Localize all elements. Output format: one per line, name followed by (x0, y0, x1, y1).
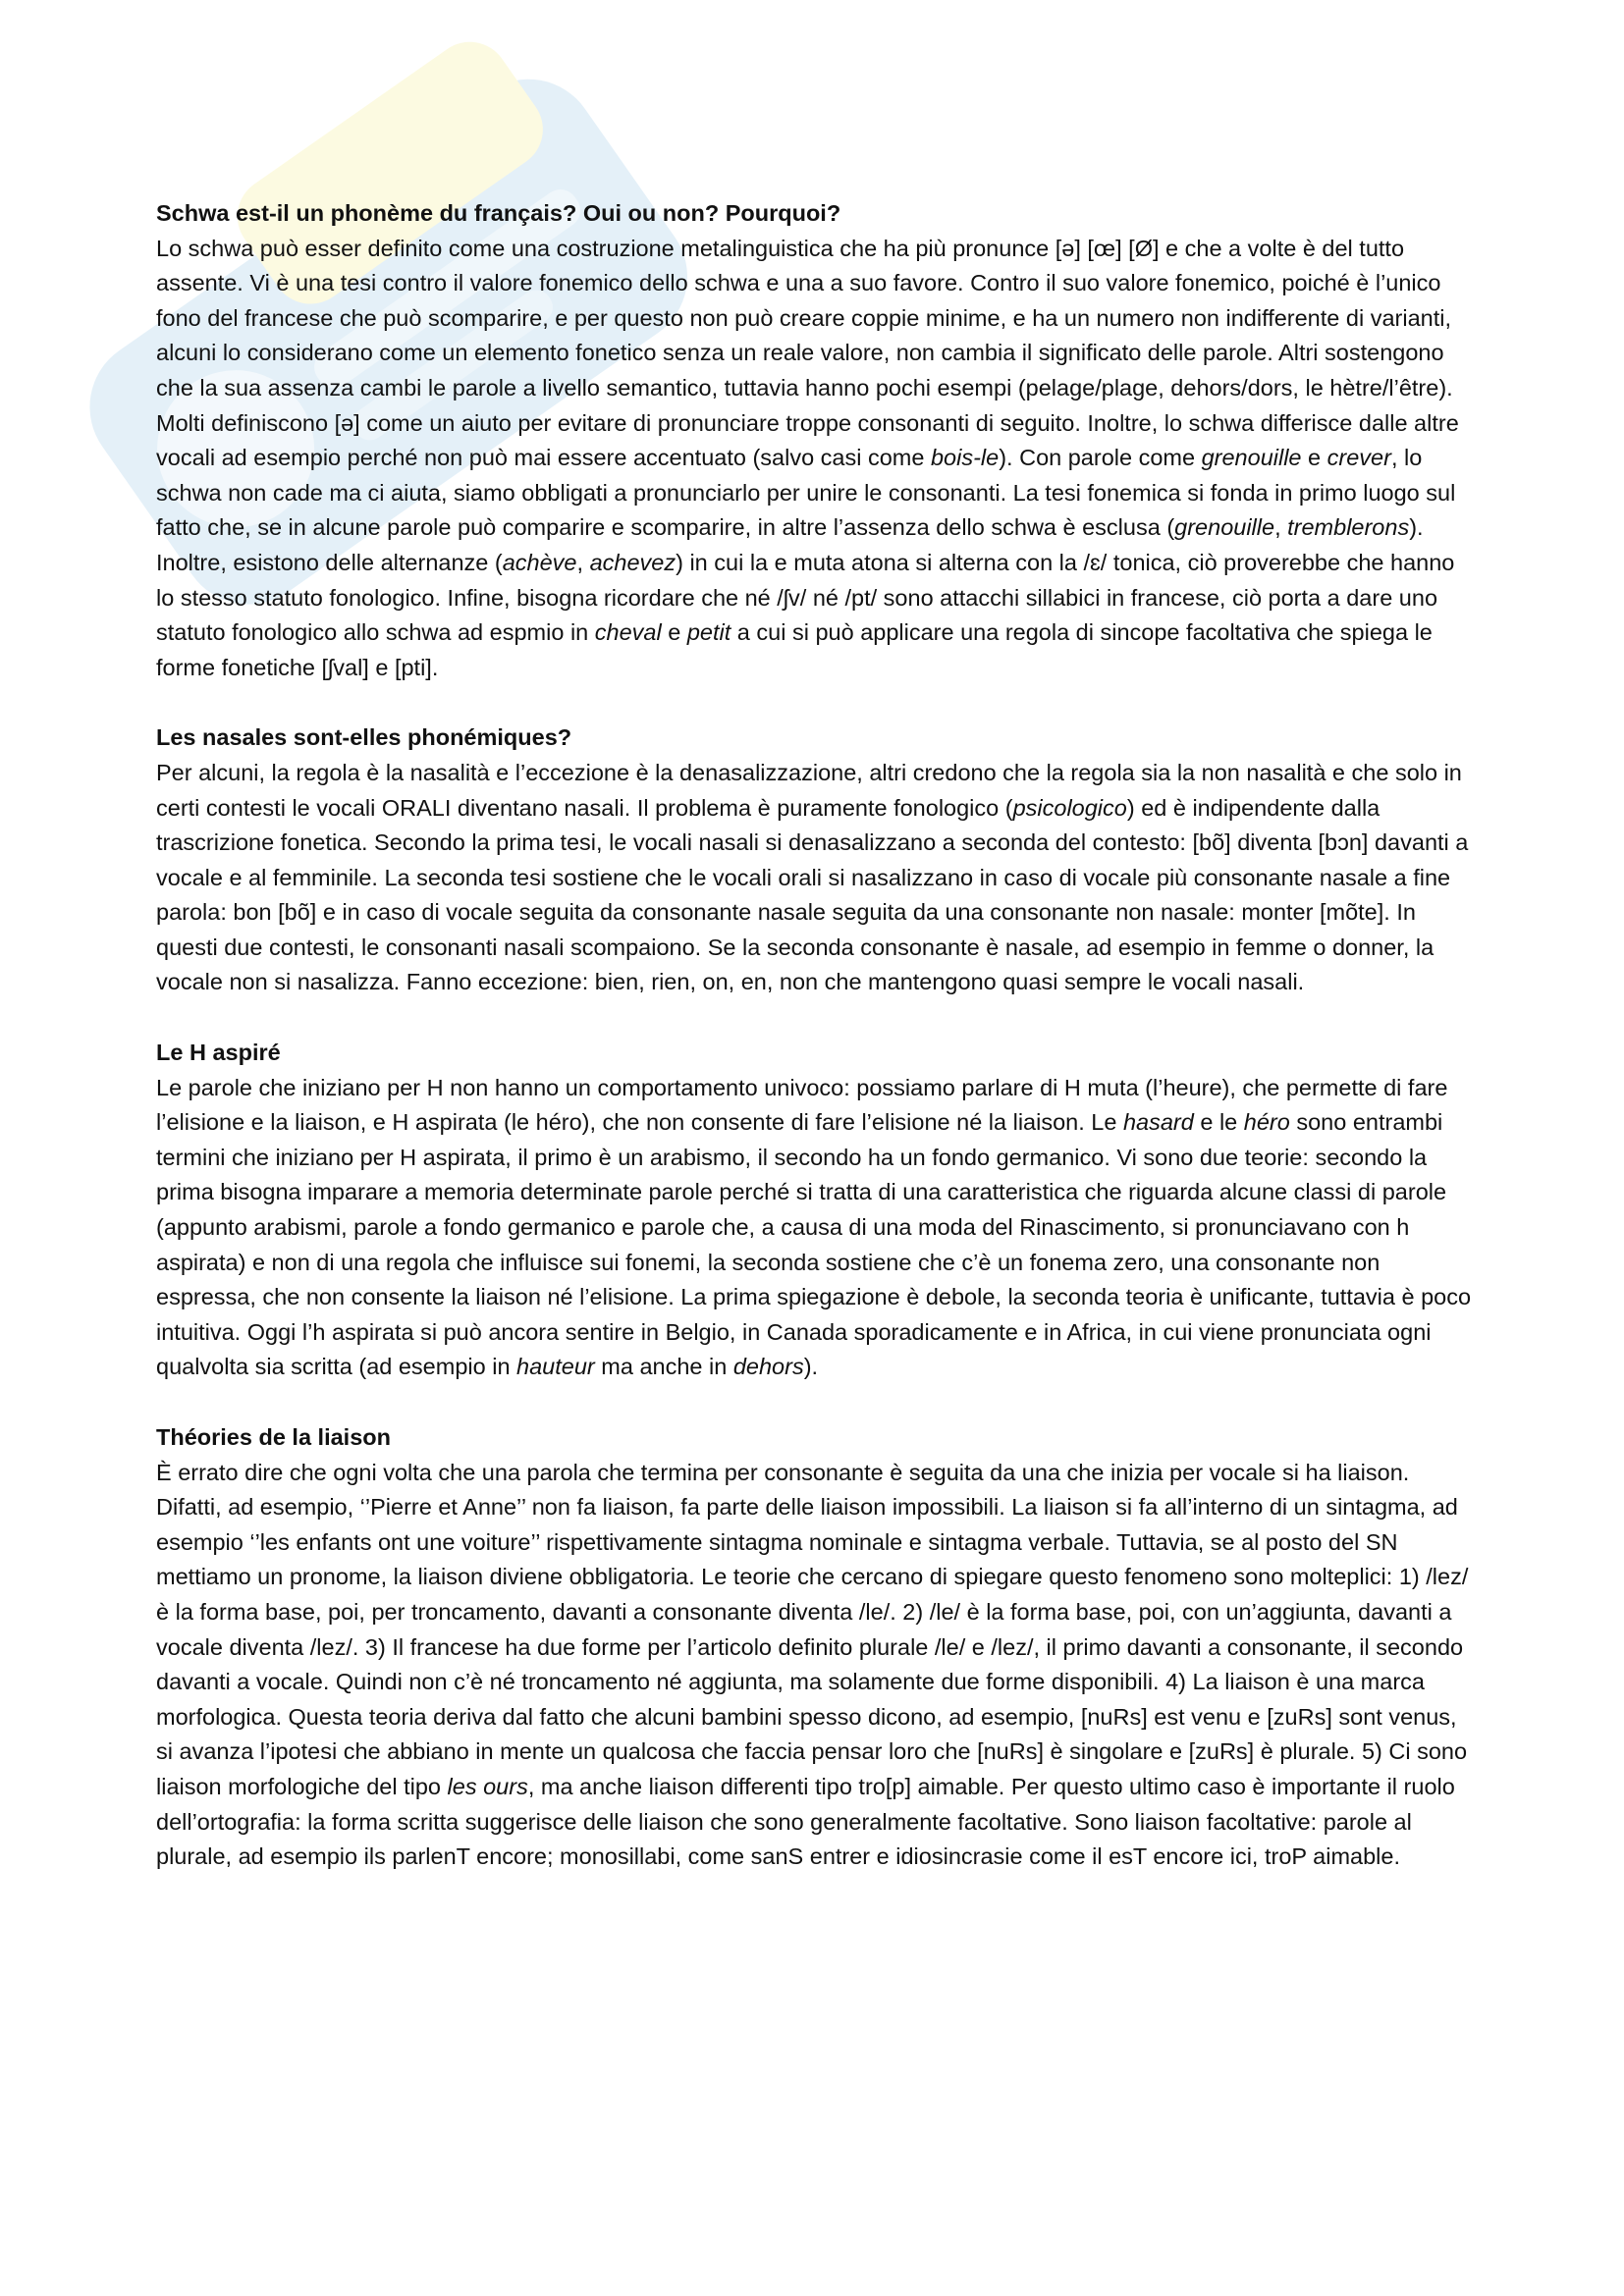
section-heading: Schwa est-il un phonème du français? Oui ou non? Pourquoi? (156, 200, 841, 226)
text-run: ) ed è indipendente dalla trascrizione fonetica. Secondo la prima tesi, le vocali nasali si denasalizzano a seconda del contesto: [bõ] diventa [bɔn] davanti a vocale e al femminile. La seconda tesi sostiene che le vocali orali si nasalizzano in caso di vocale più consonante nasale a fine parola: bon [bõ] e in caso di vocale seguita da consonante nasale seguita da una consonante non nasale: monter [mõte]. In questi due contesti, le consonanti nasali scompaiono. Se la seconda consonante è nasale, ad esempio in femme o donner, la vocale non si nasalizza. Fanno eccezione: bien, rien, on, en, non che mantengono quasi sempre le vocali nasali. (156, 794, 1469, 995)
italic-run: achève (502, 549, 577, 575)
text-run: , ma anche liaison differenti tipo tro[p] aimable. Per questo ultimo caso è importante il ruolo dell’ortografia: la forma scritta suggerisce delle liaison che sono generalmente facoltative. Sono liaison facoltative: parole al plurale, ad esempio ils parlenT encore; monosillabi, come sanS entrer e idiosincrasie come il esT encore ici, troP aimable. (156, 1773, 1455, 1870)
italic-run: achevez (589, 549, 677, 575)
section-body (156, 1071, 1472, 1385)
text-run: e (1301, 445, 1327, 471)
section-heading: Les nasales sont-elles phonémiques? (156, 724, 572, 751)
italic-run: tremblerons (1287, 514, 1410, 541)
italic-run: héro (1243, 1109, 1290, 1136)
text-run: Lo schwa può esser definito come una costruzione metalinguistica che ha più pronunce [ə] [œ] [Ø] e che a volte è del tutto assente. Vi è una tesi contro il valore fonemico dello schwa e una a suo favore. Contro il suo valore fonemico, poiché è l’unico fono del francese che può scomparire, e per questo non può creare coppie minime, e ha un numero non indifferente di varianti, alcuni lo considerano come un elemento fonetico senza un reale valore, non cambia il significato delle parole. Altri sostengono che la sua assenza cambi le parole a livello semantico, tuttavia hanno pochi esempi (pelage/plage, dehors/dors, le hètre/l’être). Molti definiscono [ə] come un aiuto per evitare di pronunciare troppe consonanti di seguito. Inoltre, lo schwa differisce dalle altre vocali ad esempio perché non può mai essere accentuato (salvo casi come (156, 235, 1459, 471)
text-run: ). Inoltre, esistono delle alternanze ( (156, 514, 1424, 575)
text-run: È errato dire che ogni volta che una parola che termina per consonante è seguita da una che inizia per vocale si ha liaison. Difatti, ad esempio, ‘’Pierre et Anne’’ non fa liaison, fa parte delle liaison impossibili. La liaison si fa all’interno di un sintagma, ad esempio ‘’les enfants ont une voiture’’ rispettivamente sintagma nominale e sintagma verbale. Tuttavia, se al posto del SN mettiamo un pronome, la liaison diviene obbligatoria. Le teorie che cercano di spiegare questo fenomeno sono molteplici: 1) /lez/ è la forma base, poi, per troncamento, davanti a consonante diventa /le/. 2) /le/ è la forma base, poi, con un’aggiunta, davanti a vocale diventa /lez/. 3) Il francese ha due forme per l’articolo definito plurale /le/ e /lez/, il primo davanti a consonante, il secondo davanti a vocale. Quindi non c’è né troncamento né aggiunta, ma solamente due forme disponibili. 4) La liaison è una marca morfologica. Questa teoria deriva dal fatto che alcuni bambini spesso dicono, ad esempio, [nuRs] est venu e [zuRs] sont venus, si avanza l’ipotesi che abbiano in mente un qualcosa che faccia pensar loro che [nuRs] è singolare e [zuRs] è plurale. 5) Ci sono liaison morfologiche del tipo (156, 1459, 1469, 1799)
section-liaison (156, 1420, 1472, 1875)
text-run: ). (803, 1354, 819, 1380)
section-heading: Théories de la liaison (156, 1424, 391, 1450)
italic-run: psicologico (1012, 794, 1127, 821)
text-run: ma anche in (594, 1354, 733, 1380)
section-body (156, 756, 1472, 1000)
italic-run: hasard (1122, 1109, 1194, 1136)
italic-run: petit (686, 619, 731, 646)
italic-run: cheval (594, 619, 662, 646)
section-heading: Le H aspiré (156, 1040, 281, 1066)
section-nasales (156, 721, 1472, 1000)
text-run: Le parole che iniziano per H non hanno un comportamento univoco: possiamo parlare di H muta (l’heure), che permette di fare l’elisione e la liaison, e H aspirata (le héro), che non consente di fare l’elisione né la liaison. Le (156, 1074, 1448, 1136)
text-run: ). Con parole come (999, 445, 1202, 471)
text-run: , lo schwa non cade ma ci aiuta, siamo obbligati a pronunciarlo per unire le consonanti. La tesi fonemica si fonda in primo luogo sul fatto che, se in alcune parole può comparire e scomparire, in altre l’assenza dello schwa è esclusa ( (156, 445, 1456, 541)
italic-run: hauteur (516, 1354, 595, 1380)
italic-run: crever (1326, 445, 1391, 471)
italic-run: les ours (447, 1773, 528, 1799)
text-run: ) in cui la e muta atona si alterna con la /ɛ/ tonica, ciò proverebbe che hanno lo stesso statuto fonologico. Infine, bisogna ricordare che né /ʃv/ né /pt/ sono attacchi sillabici in francese, ciò porta a dare uno statuto fonologico allo schwa ad espmio in (156, 549, 1455, 646)
text-run: e le (1193, 1109, 1244, 1136)
text-run: sono entrambi termini che iniziano per H aspirata, il primo è un arabismo, il secondo ha un fondo germanico. Vi sono due teorie: secondo la prima bisogna imparare a memoria determinate parole perché si tratta di una caratteristica che riguarda alcune classi di parole (appunto arabismi, parole a fondo germanico e parole che, a causa di una moda del Rinascimento, si pronunciavano con h aspirata) e non di una regola che influisce sui fonemi, la seconda sostiene che c’è un fonema zero, una consonante non espressa, che non consente la liaison né l’elisione. La prima spiegazione è debole, la seconda teoria è unificante, tuttavia è poco intuitiva. Oggi l’h aspirata si può ancora sentire in Belgio, in Canada sporadicamente e in Africa, in cui viene pronunciata ogni qualvolta sia scritta (ad esempio in (156, 1109, 1472, 1380)
section-schwa (156, 196, 1472, 685)
italic-run: bois-le (930, 445, 1000, 471)
text-run: , (1274, 514, 1288, 541)
section-h-aspire (156, 1036, 1472, 1385)
italic-run: dehors (732, 1354, 804, 1380)
text-run: a cui si può applicare una regola di sincope facoltativa che spiega le forme fonetiche [ʃval] e [pti]. (156, 619, 1433, 680)
section-body (156, 1456, 1472, 1875)
italic-run: grenouille (1174, 514, 1275, 541)
text-run: e (661, 619, 687, 646)
section-body (156, 232, 1472, 686)
text-run: , (576, 549, 590, 575)
text-run: Per alcuni, la regola è la nasalità e l’eccezione è la denasalizzazione, altri credono che la regola sia la non nasalità e che solo in certi contesti le vocali ORALI diventano nasali. Il problema è puramente fonologico ( (156, 759, 1462, 821)
document-page (156, 196, 1472, 1910)
italic-run: grenouille (1201, 445, 1302, 471)
